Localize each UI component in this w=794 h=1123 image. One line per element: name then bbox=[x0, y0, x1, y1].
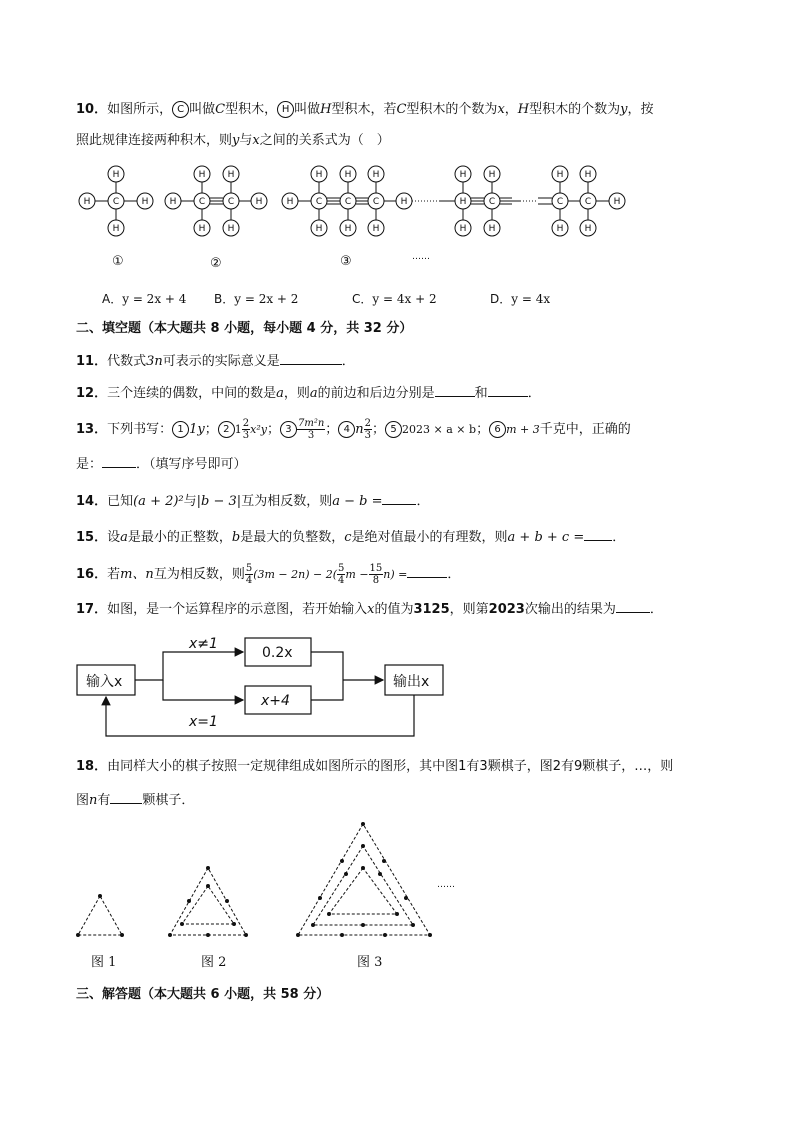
svg-text:H: H bbox=[198, 170, 206, 180]
option-expr: y = 2x + 2 bbox=[234, 292, 299, 306]
q17-text: 的值为 bbox=[374, 602, 414, 617]
q16-text: 互为相反数，则 bbox=[153, 567, 245, 582]
option-expr: y = 4x + 2 bbox=[372, 292, 437, 306]
q16-end: ． bbox=[447, 567, 461, 582]
q18-line2 bbox=[76, 790, 194, 811]
q18-number: 18． bbox=[76, 759, 108, 774]
svg-text:H: H bbox=[112, 170, 120, 180]
option-b[interactable] bbox=[214, 290, 298, 307]
q18-text: 颗棋子，图 bbox=[487, 759, 553, 774]
fraction-num: 2 bbox=[242, 418, 250, 429]
section-title: 二、填空题 bbox=[76, 321, 142, 336]
svg-text:H: H bbox=[372, 224, 380, 234]
q13-text: 千克中，正确的 bbox=[539, 422, 631, 437]
q10-text: 型积木， bbox=[225, 102, 278, 117]
loop-back-arrow bbox=[106, 695, 414, 736]
q14-expr: a − b = bbox=[332, 494, 383, 509]
svg-text:H: H bbox=[227, 170, 235, 180]
q17-text: 次输出的结果为 bbox=[524, 602, 616, 617]
q18-value: 2 bbox=[552, 759, 561, 774]
svg-text:C: C bbox=[556, 197, 564, 207]
figure-n-blocks bbox=[412, 166, 625, 236]
q10-number: 10． bbox=[76, 102, 108, 117]
svg-text:H: H bbox=[488, 170, 496, 180]
q10-text: 如图所示， bbox=[107, 102, 173, 117]
q14-text: 与 bbox=[183, 494, 197, 509]
q17-var: x bbox=[367, 602, 375, 617]
figure-2-blocks bbox=[165, 166, 267, 236]
fig-label-2: ② bbox=[210, 256, 222, 271]
q15-end: ． bbox=[612, 530, 626, 545]
fraction-num: 2 bbox=[364, 418, 372, 429]
fig2-inner-triangle bbox=[182, 886, 234, 924]
q17-value: 3125 bbox=[413, 602, 450, 617]
fig-caption-3: 图 3 bbox=[357, 955, 383, 970]
top-box-label: 0.2x bbox=[262, 645, 293, 661]
q10-text: 型积木的个数为 bbox=[406, 102, 498, 117]
h-block-icon: H bbox=[277, 101, 294, 118]
q12-end: ． bbox=[527, 386, 541, 401]
q17-value: 2023 bbox=[488, 602, 525, 617]
svg-text:C: C bbox=[112, 197, 120, 207]
fraction bbox=[245, 563, 253, 586]
svg-text:H: H bbox=[400, 197, 408, 207]
q11-text: 代数式 bbox=[107, 354, 147, 369]
answer-blank[interactable] bbox=[102, 454, 136, 468]
svg-text:H: H bbox=[556, 170, 564, 180]
q17-text: ，则第 bbox=[449, 602, 489, 617]
q14-end: ． bbox=[416, 494, 430, 509]
q15-var: a bbox=[120, 530, 128, 545]
q17-text: 如图，是一个运算程序的示意图，若开始输入 bbox=[107, 602, 368, 617]
circled-3-icon: 3 bbox=[280, 421, 297, 438]
answer-blank[interactable] bbox=[407, 564, 447, 578]
svg-text:C: C bbox=[315, 197, 323, 207]
fig-caption-1: 图 1 bbox=[91, 955, 117, 970]
q10-text: 型积木的个数为 bbox=[529, 102, 621, 117]
svg-text:H: H bbox=[83, 197, 91, 207]
option-expr: y = 2x + 4 bbox=[122, 292, 187, 306]
q16-text: 若 bbox=[107, 567, 121, 582]
q13-text: 下列书写： bbox=[107, 422, 173, 437]
q11-end: ． bbox=[341, 354, 355, 369]
q17-flow-diagram bbox=[0, 626, 794, 746]
svg-text:H: H bbox=[459, 197, 467, 207]
q15-text: 设 bbox=[107, 530, 121, 545]
fig1-triangle bbox=[78, 896, 122, 935]
q18-text: 颗棋子． bbox=[142, 793, 195, 808]
svg-text:C: C bbox=[227, 197, 235, 207]
answer-blank[interactable] bbox=[616, 599, 650, 613]
svg-text:H: H bbox=[227, 224, 235, 234]
q15-number: 15． bbox=[76, 530, 108, 545]
option-key: B． bbox=[214, 292, 235, 306]
svg-text:H: H bbox=[315, 224, 323, 234]
option-key: D． bbox=[490, 292, 512, 306]
q18-text: 有 bbox=[560, 759, 574, 774]
q15-var: c bbox=[344, 530, 352, 545]
fig3-inner-triangle bbox=[329, 868, 397, 914]
q13-item: x²y bbox=[250, 423, 267, 436]
q18-text: 由同样大小的棋子按照一定规律组成如图所示的图形，其中图 bbox=[107, 759, 459, 774]
q15-text: 是绝对值最小的有理数，则 bbox=[351, 530, 508, 545]
q12 bbox=[76, 383, 541, 404]
fraction-den: 3 bbox=[242, 430, 250, 441]
q15-text: 是最大的负整数， bbox=[240, 530, 345, 545]
q14-expr: (a + 2)² bbox=[133, 494, 184, 509]
q10-text: 照此规律连接两种积木，则 bbox=[76, 133, 233, 148]
q14-expr: |b − 3| bbox=[196, 494, 242, 509]
fraction-den: 4 bbox=[245, 575, 253, 586]
merge-lines bbox=[311, 652, 343, 700]
q17-end: ． bbox=[649, 602, 663, 617]
fraction-den: 3 bbox=[364, 430, 372, 441]
svg-text:H: H bbox=[459, 224, 467, 234]
q13-item: m + 3 bbox=[506, 423, 540, 436]
q18-line1 bbox=[76, 757, 673, 777]
q12-text: ，则 bbox=[283, 386, 310, 401]
circled-4-icon: 4 bbox=[338, 421, 355, 438]
svg-text:H: H bbox=[344, 170, 352, 180]
bottom-box-label: x+4 bbox=[261, 693, 290, 709]
svg-text:H: H bbox=[488, 224, 496, 234]
q13-item: 1y bbox=[189, 422, 205, 437]
svg-text:H: H bbox=[315, 170, 323, 180]
q10-var: y bbox=[232, 133, 240, 148]
q13-sep: ； bbox=[204, 422, 218, 437]
q10-line2 bbox=[76, 131, 390, 151]
section-3-heading bbox=[76, 985, 329, 1005]
svg-text:H: H bbox=[198, 224, 206, 234]
svg-text:H: H bbox=[584, 170, 592, 180]
q10-var: x bbox=[497, 102, 505, 117]
fraction bbox=[297, 418, 325, 441]
option-key: C． bbox=[352, 292, 373, 306]
q13-sep: ； bbox=[325, 422, 339, 437]
bottom-branch-arrow bbox=[163, 680, 243, 700]
q18-text: 颗棋子，…，则 bbox=[582, 759, 674, 774]
q10-text: 型积木，若 bbox=[331, 102, 397, 117]
fig2-dots bbox=[168, 866, 248, 937]
q18-text: 有 bbox=[97, 793, 111, 808]
q13-text: ．（填写序号即可） bbox=[136, 457, 247, 472]
q15-expr: a + b + c = bbox=[507, 530, 585, 545]
q12-number: 12． bbox=[76, 386, 108, 401]
top-condition: x≠1 bbox=[189, 636, 218, 652]
svg-text:C: C bbox=[488, 197, 496, 207]
svg-text:H: H bbox=[372, 170, 380, 180]
q10-text: ，按 bbox=[627, 102, 654, 117]
q12-text: 三个连续的偶数，中间的数是 bbox=[107, 386, 277, 401]
q15-var: b bbox=[231, 530, 241, 545]
fraction-num: 5 bbox=[245, 563, 253, 574]
q12-text: 和 bbox=[474, 386, 488, 401]
section-2-heading bbox=[76, 319, 412, 339]
q18-dots: …… bbox=[437, 880, 455, 890]
q10-text: 与 bbox=[239, 133, 253, 148]
q12-var: a bbox=[309, 386, 318, 401]
svg-text:C: C bbox=[344, 197, 352, 207]
q12-text: 的前边和后边分别是 bbox=[317, 386, 435, 401]
q13-item: 2023 × a × b bbox=[402, 423, 477, 436]
fraction-num: 7m²n bbox=[297, 418, 325, 429]
q10-var: H bbox=[517, 102, 530, 117]
svg-text:H: H bbox=[112, 224, 120, 234]
answer-blank[interactable] bbox=[584, 527, 612, 541]
fig-caption-2: 图 2 bbox=[201, 955, 227, 970]
svg-text:C: C bbox=[198, 197, 206, 207]
q13-sep: ； bbox=[266, 422, 280, 437]
output-label: 输出x bbox=[393, 674, 430, 690]
q14-number: 14． bbox=[76, 494, 108, 509]
fraction bbox=[369, 563, 384, 586]
q14 bbox=[76, 491, 429, 512]
fraction bbox=[364, 418, 372, 441]
q16 bbox=[76, 563, 460, 586]
q15 bbox=[76, 527, 625, 548]
q16-number: 16． bbox=[76, 567, 108, 582]
svg-text:H: H bbox=[584, 224, 592, 234]
q18-value: 9 bbox=[574, 759, 583, 774]
fig-label-dots: …… bbox=[412, 252, 430, 262]
answer-blank[interactable] bbox=[110, 790, 142, 804]
fraction-den: 3 bbox=[307, 430, 315, 441]
q17 bbox=[76, 599, 663, 620]
fig1-dots bbox=[76, 894, 124, 937]
q16-expr: m − bbox=[345, 568, 369, 581]
svg-text:C: C bbox=[584, 197, 592, 207]
q18-value: 3 bbox=[479, 759, 488, 774]
q10-line1 bbox=[76, 100, 654, 120]
circled-2-icon: 2 bbox=[218, 421, 235, 438]
svg-text:H: H bbox=[169, 197, 177, 207]
svg-text:H: H bbox=[556, 224, 564, 234]
q12-var: a bbox=[276, 386, 284, 401]
svg-text:H: H bbox=[613, 197, 621, 207]
section-title: 三、解答题 bbox=[76, 987, 142, 1002]
input-label: 输入x bbox=[86, 674, 123, 690]
q13-line1 bbox=[76, 418, 631, 441]
circled-6-icon: 6 bbox=[489, 421, 506, 438]
q11-number: 11． bbox=[76, 354, 108, 369]
option-d[interactable] bbox=[490, 290, 550, 307]
svg-text:H: H bbox=[286, 197, 294, 207]
section-note: （本大题共 6 小题，共 58 分） bbox=[141, 987, 330, 1002]
fraction-num: 5 bbox=[338, 563, 345, 574]
fraction bbox=[242, 418, 250, 441]
q16-expr: (3m − 2n) − 2( bbox=[253, 568, 338, 581]
q10-var: y bbox=[620, 102, 628, 117]
svg-text:H: H bbox=[344, 224, 352, 234]
q18-text: 图 bbox=[76, 793, 90, 808]
q10-var: C bbox=[215, 102, 226, 117]
q10-var: x bbox=[252, 133, 260, 148]
q11-text: 可表示的实际意义是 bbox=[162, 354, 280, 369]
q18-text: 有 bbox=[466, 759, 480, 774]
q10-var: H bbox=[320, 102, 332, 117]
q16-expr: n) = bbox=[383, 568, 408, 581]
option-key: A． bbox=[102, 292, 123, 306]
section-note: （本大题共 8 小题，每小题 4 分，共 32 分） bbox=[141, 321, 413, 336]
svg-text:H: H bbox=[141, 197, 149, 207]
q13-text: 是： bbox=[76, 457, 103, 472]
svg-text:H: H bbox=[459, 170, 467, 180]
q11-expr: 3n bbox=[146, 354, 163, 369]
q13-item: n bbox=[355, 422, 364, 437]
q10-text: ， bbox=[504, 102, 518, 117]
q13-sep: ； bbox=[372, 422, 386, 437]
answer-blank[interactable] bbox=[435, 383, 475, 397]
q17-number: 17． bbox=[76, 602, 108, 617]
q14-text: 已知 bbox=[107, 494, 134, 509]
q13-item: 1 bbox=[234, 423, 242, 436]
q18-triangle-figure bbox=[0, 812, 794, 942]
svg-text:H: H bbox=[255, 197, 263, 207]
q10-text: 之间的关系式为（ ） bbox=[259, 133, 390, 148]
fig-label-1: ① bbox=[112, 254, 124, 269]
q13-sep: ； bbox=[476, 422, 490, 437]
answer-blank[interactable] bbox=[488, 383, 528, 397]
q13-line2 bbox=[76, 454, 247, 475]
answer-blank[interactable] bbox=[382, 491, 416, 505]
q18-value: 1 bbox=[458, 759, 467, 774]
circled-1-icon: 1 bbox=[172, 421, 189, 438]
q10-text: 叫做 bbox=[189, 102, 216, 117]
fraction-den: 8 bbox=[372, 575, 380, 586]
q16-var: m、n bbox=[120, 567, 154, 582]
bottom-condition: x=1 bbox=[189, 714, 218, 730]
q15-text: 是最小的正整数， bbox=[127, 530, 232, 545]
fraction-num: 15 bbox=[369, 563, 383, 574]
q10-var: C bbox=[396, 102, 407, 117]
q13-number: 13． bbox=[76, 422, 108, 437]
c-block-icon: C bbox=[172, 101, 189, 118]
answer-blank[interactable] bbox=[280, 351, 342, 365]
circled-5-icon: 5 bbox=[385, 421, 402, 438]
q11 bbox=[76, 351, 355, 372]
option-expr: y = 4x bbox=[511, 292, 551, 306]
top-branch-arrow bbox=[135, 652, 243, 680]
fraction-den: 4 bbox=[338, 575, 345, 586]
q18-var: n bbox=[89, 793, 98, 808]
option-a[interactable] bbox=[102, 290, 186, 307]
q10-text: 叫做 bbox=[294, 102, 321, 117]
q14-text: 互为相反数，则 bbox=[241, 494, 333, 509]
option-c[interactable] bbox=[352, 290, 437, 307]
fig-label-3: ③ bbox=[340, 254, 352, 269]
svg-text:C: C bbox=[372, 197, 380, 207]
